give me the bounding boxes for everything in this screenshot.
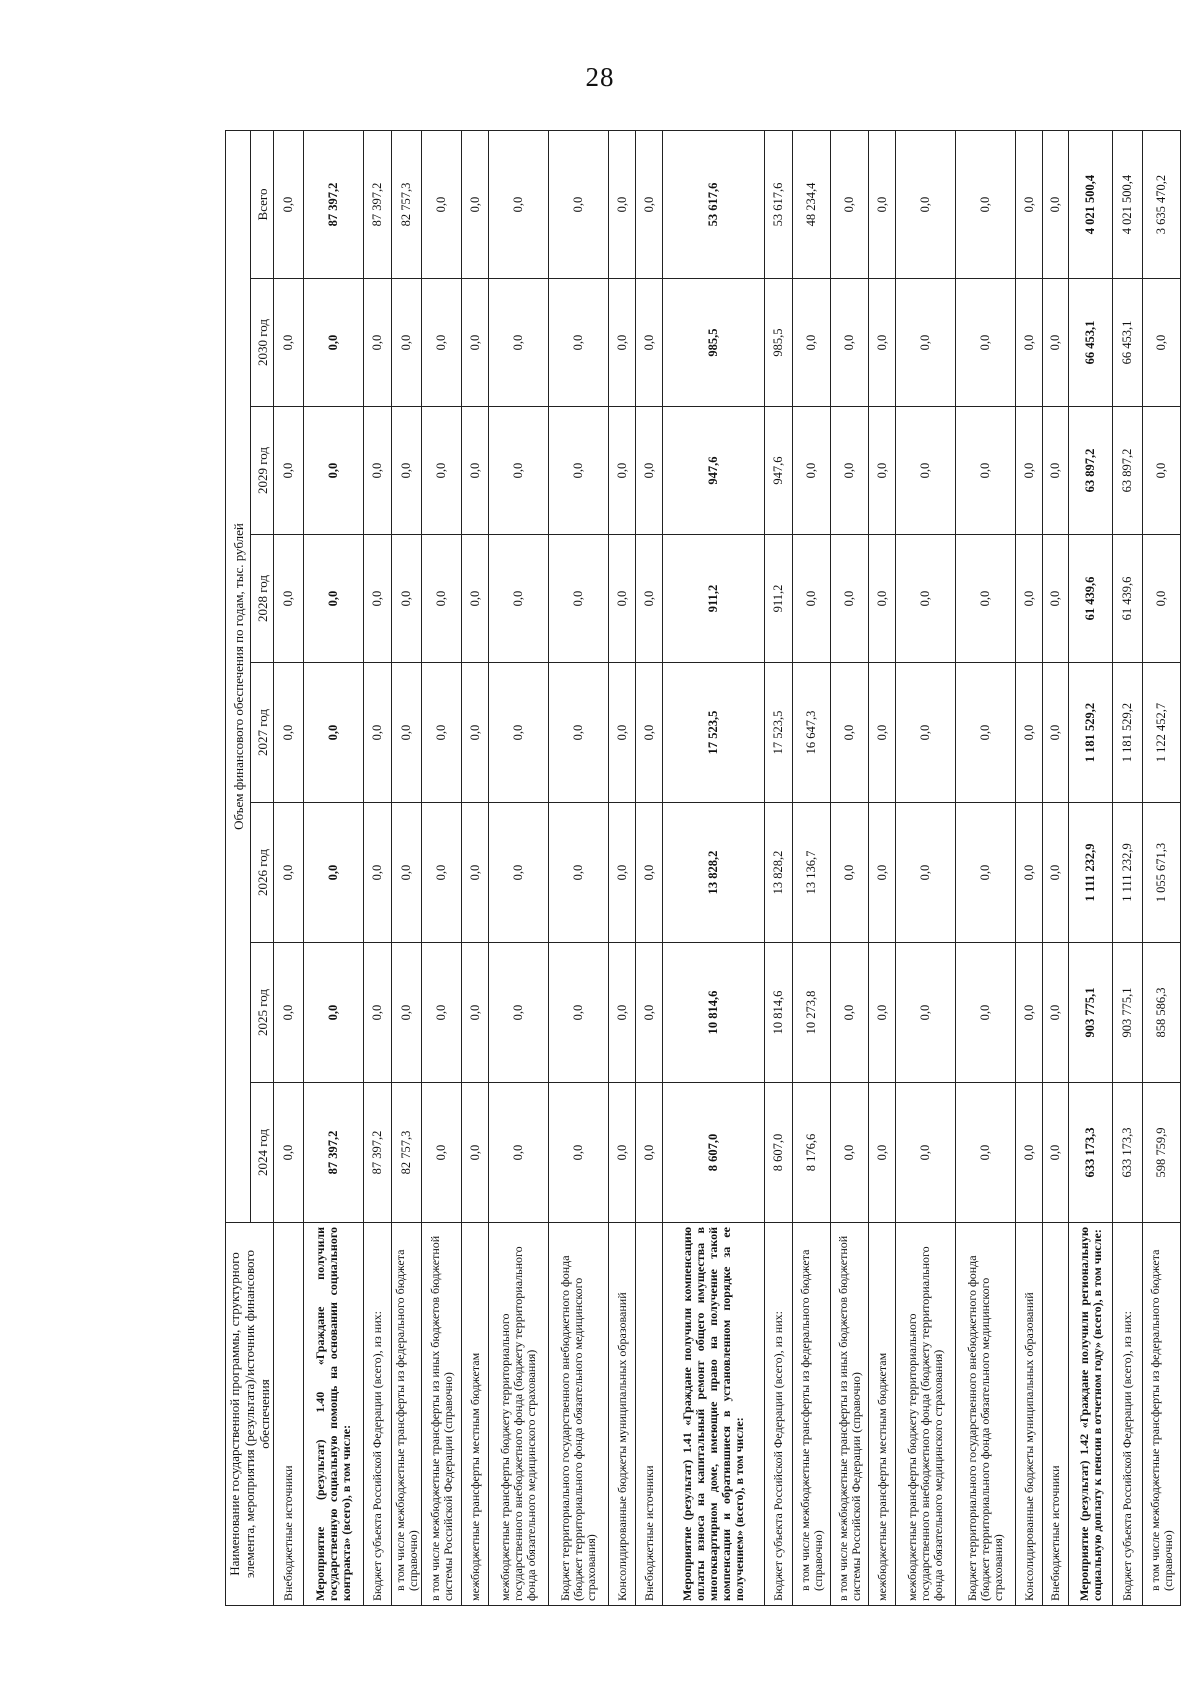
header-year: 2027 год	[251, 663, 274, 803]
row-year-value: 0,0	[831, 1083, 869, 1223]
row-year-value: 0,0	[1016, 803, 1043, 943]
row-year-value: 0,0	[1016, 407, 1043, 535]
row-year-value: 0,0	[896, 943, 956, 1083]
row-year-value: 0,0	[609, 663, 636, 803]
row-label: в том числе межбюджетные трансферты из федерального бюджета (справочно)	[1143, 1223, 1181, 1606]
row-year-value: 87 397,2	[304, 1083, 364, 1223]
row-year-value: 0,0	[462, 663, 489, 803]
row-label: Бюджет территориального государственного внебюджетного фонда (бюджет территориального фонда обязательного медицинского страхования)	[956, 1223, 1016, 1606]
row-year-value: 1 181 529,2	[1069, 663, 1113, 803]
row-label: межбюджетные трансферты местным бюджетам	[869, 1223, 896, 1606]
row-year-value: 0,0	[462, 803, 489, 943]
row-year-value: 0,0	[956, 943, 1016, 1083]
row-year-value: 0,0	[364, 943, 392, 1083]
row-year-value: 66 453,1	[1069, 279, 1113, 407]
row-year-value: 16 647,3	[793, 663, 831, 803]
header-year: 2028 год	[251, 535, 274, 663]
row-total-value: 87 397,2	[364, 130, 392, 278]
row-year-value: 1 181 529,2	[1113, 663, 1143, 803]
row-total-value: 0,0	[489, 130, 549, 278]
row-year-value: 0,0	[831, 407, 869, 535]
table-row	[896, 130, 956, 1605]
row-year-value: 82 757,3	[392, 1083, 422, 1223]
row-year-value: 947,6	[765, 407, 793, 535]
row-label: межбюджетные трансферты бюджету территориального государственного внебюджетного фонда (бюджету территориального фонда обязательного медицинского страхования)	[489, 1223, 549, 1606]
row-year-value: 13 828,2	[765, 803, 793, 943]
row-year-value: 87 397,2	[364, 1083, 392, 1223]
row-year-value: 0,0	[956, 663, 1016, 803]
row-year-value: 0,0	[392, 943, 422, 1083]
row-year-value: 0,0	[462, 535, 489, 663]
row-year-value: 8 176,6	[793, 1083, 831, 1223]
row-year-value: 0,0	[956, 535, 1016, 663]
row-year-value: 0,0	[304, 279, 364, 407]
row-year-value: 0,0	[422, 663, 462, 803]
table-row	[274, 130, 304, 1605]
row-year-value: 0,0	[869, 663, 896, 803]
row-year-value: 0,0	[549, 407, 609, 535]
row-total-value: 0,0	[956, 130, 1016, 278]
row-year-value: 0,0	[636, 407, 663, 535]
row-total-value: 53 617,6	[765, 130, 793, 278]
row-year-value: 633 173,3	[1069, 1083, 1113, 1223]
row-year-value: 0,0	[489, 535, 549, 663]
row-label: Мероприятие (результат) 1.41 «Граждане получили компенсацию оплаты взноса на капитальный ремонт общего имущества в многоквартирном доме, имеющие право на получение такой компенсации и обратившиеся в установленном порядке за ее получением» (всего), в том числе:	[663, 1223, 765, 1606]
row-year-value: 0,0	[392, 535, 422, 663]
row-label: Мероприятие (результат) 1.40 «Граждане получили государственную социальную помощь на основании социального контракта» (всего), в том числе:	[304, 1223, 364, 1606]
row-year-value: 0,0	[489, 279, 549, 407]
row-year-value: 633 173,3	[1113, 1083, 1143, 1223]
row-year-value: 13 136,7	[793, 803, 831, 943]
row-total-value: 53 617,6	[663, 130, 765, 278]
row-year-value: 0,0	[274, 407, 304, 535]
row-total-value: 0,0	[274, 130, 304, 278]
row-year-value: 0,0	[636, 535, 663, 663]
row-year-value: 0,0	[869, 407, 896, 535]
table-row	[831, 130, 869, 1605]
row-year-value: 0,0	[304, 663, 364, 803]
table-row	[422, 130, 462, 1605]
row-year-value: 10 814,6	[765, 943, 793, 1083]
row-year-value: 0,0	[831, 535, 869, 663]
table-row	[1143, 130, 1181, 1605]
row-year-value: 63 897,2	[1113, 407, 1143, 535]
row-total-value: 0,0	[422, 130, 462, 278]
row-year-value: 0,0	[636, 943, 663, 1083]
header-year: 2026 год	[251, 803, 274, 943]
row-year-value: 8 607,0	[765, 1083, 793, 1223]
header-year: 2029 год	[251, 407, 274, 535]
row-year-value: 0,0	[1143, 279, 1181, 407]
table-row	[489, 130, 549, 1605]
row-year-value: 985,5	[663, 279, 765, 407]
row-year-value: 0,0	[896, 279, 956, 407]
row-year-value: 0,0	[304, 407, 364, 535]
row-year-value: 0,0	[462, 279, 489, 407]
row-year-value: 0,0	[1043, 663, 1069, 803]
row-label: Внебюджетные источники	[1043, 1223, 1069, 1606]
table-row	[549, 130, 609, 1605]
row-year-value: 903 775,1	[1069, 943, 1113, 1083]
row-total-value: 0,0	[636, 130, 663, 278]
row-year-value: 0,0	[422, 943, 462, 1083]
page-number: 28	[585, 62, 615, 92]
row-year-value: 0,0	[304, 535, 364, 663]
header-name-column: Наименование государственной программы, структурного элемента, мероприятия (результата)/источник финансового обеспечения	[226, 1223, 274, 1606]
header-year: 2030 год	[251, 279, 274, 407]
row-year-value: 0,0	[609, 535, 636, 663]
row-year-value: 0,0	[896, 407, 956, 535]
row-year-value: 1 055 671,3	[1143, 803, 1181, 943]
row-year-value: 0,0	[274, 535, 304, 663]
row-year-value: 0,0	[274, 1083, 304, 1223]
row-year-value: 0,0	[549, 1083, 609, 1223]
row-year-value: 0,0	[956, 803, 1016, 943]
row-year-value: 858 586,3	[1143, 943, 1181, 1083]
row-year-value: 0,0	[609, 407, 636, 535]
row-year-value: 0,0	[831, 803, 869, 943]
row-label: Бюджет территориального государственного внебюджетного фонда (бюджет территориального фонда обязательного медицинского страхования)	[549, 1223, 609, 1606]
row-year-value: 17 523,5	[663, 663, 765, 803]
row-year-value: 10 814,6	[663, 943, 765, 1083]
row-year-value: 0,0	[304, 803, 364, 943]
row-year-value: 13 828,2	[663, 803, 765, 943]
row-year-value: 0,0	[422, 803, 462, 943]
row-total-value: 3 635 470,2	[1143, 130, 1181, 278]
table-row	[663, 130, 765, 1605]
row-label: в том числе межбюджетные трансферты из иных бюджетов бюджетной системы Российской Федерации (справочно)	[831, 1223, 869, 1606]
table-row	[869, 130, 896, 1605]
row-year-value: 0,0	[636, 1083, 663, 1223]
row-year-value: 911,2	[663, 535, 765, 663]
row-year-value: 0,0	[392, 663, 422, 803]
row-year-value: 0,0	[1016, 943, 1043, 1083]
row-total-value: 4 021 500,4	[1069, 130, 1113, 278]
row-year-value: 0,0	[609, 943, 636, 1083]
row-total-value: 48 234,4	[793, 130, 831, 278]
row-year-value: 0,0	[364, 663, 392, 803]
row-year-value: 0,0	[489, 1083, 549, 1223]
row-year-value: 0,0	[549, 279, 609, 407]
row-total-value: 0,0	[1043, 130, 1069, 278]
row-label: в том числе межбюджетные трансферты из иных бюджетов бюджетной системы Российской Федерации (справочно)	[422, 1223, 462, 1606]
table-row	[793, 130, 831, 1605]
row-year-value: 0,0	[896, 1083, 956, 1223]
row-year-value: 0,0	[793, 279, 831, 407]
row-year-value: 8 607,0	[663, 1083, 765, 1223]
table-row	[765, 130, 793, 1605]
table-row	[1016, 130, 1043, 1605]
row-year-value: 1 111 232,9	[1069, 803, 1113, 943]
row-label: Консолидированные бюджеты муниципальных образований	[609, 1223, 636, 1606]
table-row	[462, 130, 489, 1605]
row-year-value: 61 439,6	[1069, 535, 1113, 663]
row-year-value: 0,0	[274, 279, 304, 407]
row-year-value: 0,0	[1016, 279, 1043, 407]
table-row	[1113, 130, 1143, 1605]
row-year-value: 0,0	[869, 535, 896, 663]
row-label: Бюджет субъекта Российской Федерации (всего), из них:	[1113, 1223, 1143, 1606]
row-year-value: 0,0	[609, 1083, 636, 1223]
row-year-value: 0,0	[422, 535, 462, 663]
row-total-value: 0,0	[1016, 130, 1043, 278]
row-year-value: 0,0	[1143, 407, 1181, 535]
row-year-value: 0,0	[489, 803, 549, 943]
row-year-value: 0,0	[1043, 407, 1069, 535]
table-row	[1043, 130, 1069, 1605]
row-year-value: 0,0	[462, 407, 489, 535]
row-year-value: 0,0	[956, 407, 1016, 535]
row-year-value: 0,0	[364, 279, 392, 407]
header-year: 2025 год	[251, 943, 274, 1083]
row-year-value: 0,0	[609, 279, 636, 407]
row-year-value: 0,0	[274, 663, 304, 803]
row-year-value: 1 122 452,7	[1143, 663, 1181, 803]
row-year-value: 61 439,6	[1113, 535, 1143, 663]
row-year-value: 0,0	[392, 407, 422, 535]
row-label: Внебюджетные источники	[636, 1223, 663, 1606]
row-year-value: 17 523,5	[765, 663, 793, 803]
row-label: Бюджет субъекта Российской Федерации (всего), из них:	[765, 1223, 793, 1606]
row-year-value: 0,0	[549, 663, 609, 803]
row-year-value: 0,0	[1043, 279, 1069, 407]
header-total: Всего	[251, 130, 274, 278]
row-year-value: 0,0	[1143, 535, 1181, 663]
table-row	[392, 130, 422, 1605]
row-total-value: 87 397,2	[304, 130, 364, 278]
row-year-value: 0,0	[896, 803, 956, 943]
table-row	[364, 130, 392, 1605]
row-year-value: 947,6	[663, 407, 765, 535]
row-year-value: 66 453,1	[1113, 279, 1143, 407]
row-total-value: 4 021 500,4	[1113, 130, 1143, 278]
row-year-value: 1 111 232,9	[1113, 803, 1143, 943]
row-total-value: 0,0	[549, 130, 609, 278]
row-label: Мероприятие (результат) 1.42 «Граждане получили региональную социальную доплату к пенсии в отчетном году» (всего), в том числе:	[1069, 1223, 1113, 1606]
row-total-value: 0,0	[462, 130, 489, 278]
row-year-value: 0,0	[1016, 535, 1043, 663]
row-year-value: 0,0	[392, 803, 422, 943]
row-year-value: 985,5	[765, 279, 793, 407]
row-year-value: 0,0	[609, 803, 636, 943]
row-year-value: 0,0	[364, 407, 392, 535]
row-year-value: 0,0	[1043, 1083, 1069, 1223]
row-year-value: 0,0	[896, 663, 956, 803]
row-year-value: 0,0	[462, 943, 489, 1083]
row-year-value: 0,0	[956, 1083, 1016, 1223]
row-year-value: 0,0	[422, 407, 462, 535]
row-year-value: 0,0	[869, 943, 896, 1083]
row-label: в том числе межбюджетные трансферты из федерального бюджета (справочно)	[793, 1223, 831, 1606]
row-year-value: 0,0	[1016, 663, 1043, 803]
row-year-value: 0,0	[793, 535, 831, 663]
row-year-value: 0,0	[636, 803, 663, 943]
row-label: Бюджет субъекта Российской Федерации (всего), из них:	[364, 1223, 392, 1606]
row-total-value: 0,0	[896, 130, 956, 278]
row-year-value: 0,0	[364, 535, 392, 663]
financing-table	[225, 130, 1181, 1606]
row-year-value: 0,0	[896, 535, 956, 663]
row-year-value: 0,0	[274, 943, 304, 1083]
row-year-value: 0,0	[636, 663, 663, 803]
row-year-value: 0,0	[422, 279, 462, 407]
row-year-value: 0,0	[869, 279, 896, 407]
row-year-value: 0,0	[1016, 1083, 1043, 1223]
header-financing-group: Объем финансового обеспечения по годам, тыс. рублей	[226, 130, 251, 1222]
table-row	[956, 130, 1016, 1605]
row-total-value: 82 757,3	[392, 130, 422, 278]
table-row	[1069, 130, 1113, 1605]
row-label: Консолидированные бюджеты муниципальных образований	[1016, 1223, 1043, 1606]
row-year-value: 0,0	[549, 803, 609, 943]
row-total-value: 0,0	[831, 130, 869, 278]
row-label: межбюджетные трансферты местным бюджетам	[462, 1223, 489, 1606]
row-year-value: 0,0	[422, 1083, 462, 1223]
row-year-value: 0,0	[489, 407, 549, 535]
row-year-value: 63 897,2	[1069, 407, 1113, 535]
row-label: в том числе межбюджетные трансферты из федерального бюджета (справочно)	[392, 1223, 422, 1606]
row-year-value: 0,0	[831, 943, 869, 1083]
header-year: 2024 год	[251, 1083, 274, 1223]
row-year-value: 0,0	[956, 279, 1016, 407]
row-year-value: 0,0	[364, 803, 392, 943]
row-year-value: 0,0	[304, 943, 364, 1083]
row-year-value: 10 273,8	[793, 943, 831, 1083]
row-year-value: 0,0	[489, 663, 549, 803]
row-year-value: 0,0	[1043, 803, 1069, 943]
row-label: межбюджетные трансферты бюджету территориального государственного внебюджетного фонда (бюджету территориального фонда обязательного медицинского страхования)	[896, 1223, 956, 1606]
row-year-value: 0,0	[636, 279, 663, 407]
row-label: Внебюджетные источники	[274, 1223, 304, 1606]
row-total-value: 0,0	[869, 130, 896, 278]
row-year-value: 0,0	[462, 1083, 489, 1223]
row-year-value: 0,0	[392, 279, 422, 407]
row-year-value: 911,2	[765, 535, 793, 663]
row-year-value: 0,0	[549, 535, 609, 663]
table-row	[609, 130, 636, 1605]
financing-table-sheet	[225, 131, 1175, 1606]
row-year-value: 0,0	[1043, 943, 1069, 1083]
row-year-value: 0,0	[831, 663, 869, 803]
row-year-value: 903 775,1	[1113, 943, 1143, 1083]
row-total-value: 0,0	[609, 130, 636, 278]
row-year-value: 0,0	[831, 279, 869, 407]
row-year-value: 0,0	[274, 803, 304, 943]
row-year-value: 598 759,9	[1143, 1083, 1181, 1223]
table-row	[636, 130, 663, 1605]
row-year-value: 0,0	[1043, 535, 1069, 663]
row-year-value: 0,0	[489, 943, 549, 1083]
table-row	[304, 130, 364, 1605]
row-year-value: 0,0	[869, 803, 896, 943]
row-year-value: 0,0	[869, 1083, 896, 1223]
row-year-value: 0,0	[549, 943, 609, 1083]
row-year-value: 0,0	[793, 407, 831, 535]
